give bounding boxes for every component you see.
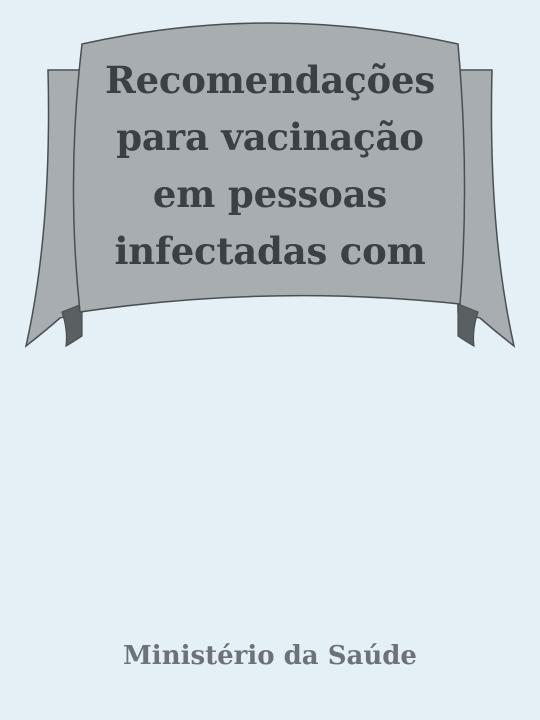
banner-left-fold bbox=[62, 304, 82, 346]
title-line: Recomendações bbox=[105, 58, 435, 102]
title-line: para vacinação bbox=[116, 115, 424, 159]
book-author: Ministério da Saúde bbox=[123, 641, 417, 671]
book-title bbox=[60, 52, 480, 280]
banner-right-fold bbox=[458, 304, 478, 346]
title-line: infectadas com bbox=[114, 229, 426, 273]
title-line: em pessoas bbox=[152, 172, 388, 216]
